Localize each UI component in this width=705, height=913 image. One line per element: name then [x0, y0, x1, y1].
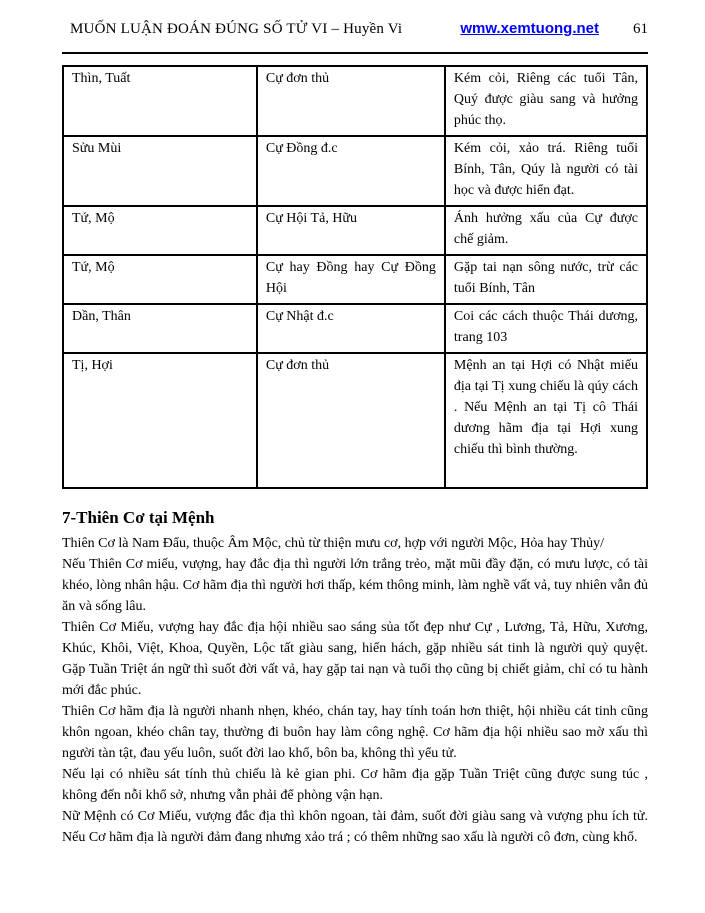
body-paragraph: Nếu lại có nhiều sát tính thủ chiếu là kẻ gian phi. Cơ hãm địa gặp Tuần Triệt cũng được sung túc , không đến nỗi khổ sở, nhưng vẫn phải để phòng vận hạn.	[62, 767, 648, 803]
cell-meaning: Kém cỏi, xảo trá. Riêng tuổi Bính, Tân, Qúy là người có tài học và được hiển đạt.	[445, 136, 647, 206]
cell-meaning: Ánh hưởng xấu của Cự được chế giảm.	[445, 206, 647, 255]
cell-position: Tứ, Mộ	[63, 255, 257, 304]
cell-combination: Cự Hội Tả, Hữu	[257, 206, 445, 255]
cell-combination: Cự đơn thủ	[257, 353, 445, 488]
section-body	[62, 533, 648, 848]
cell-position: Tị, Hợi	[63, 353, 257, 488]
cell-meaning: Gặp tai nạn sông nước, trừ các tuổi Bính, Tân	[445, 255, 647, 304]
cell-combination: Cự Đồng đ.c	[257, 136, 445, 206]
page-header	[62, 20, 648, 38]
table-row	[63, 136, 647, 206]
table-row	[63, 255, 647, 304]
table-row	[63, 304, 647, 353]
body-paragraph: Nếu Thiên Cơ miếu, vượng, hay đắc địa thì người lớn trắng trẻo, mặt mũi đầy đặn, có mưu lược, có tài khéo, lòng nhân hậu. Cơ hãm địa thì người hơi thấp, kém thông minh, làm nghề vất vả, tuy nhiên vẫn đủ ăn và sống lâu.	[62, 557, 648, 614]
section-heading: 7-Thiên Cơ tại Mệnh	[62, 508, 215, 527]
body-paragraph: Thiên Cơ Miếu, vượng hay đắc địa hội nhiều sao sáng sủa tốt đẹp như Cự , Lương, Tả, Hữu, Xương, Khúc, Khôi, Việt, Khoa, Quyền, Lộc tất giàu sang, hiển hách, gặp nhiều sát tinh là người quỷ quyệt. Gặp Tuần Triệt án ngữ thì suốt đời vất vả, hay gặp tai nạn và tuổi thọ cũng bị chiết giảm, chỉ có tu hành mới đắc phúc.	[62, 620, 648, 698]
page-header-title: MUỐN LUẬN ĐOÁN ĐÚNG SỐ TỬ VI – Huyền Vi	[70, 21, 403, 37]
cu-mon-positions-table	[62, 65, 648, 489]
cell-position: Tứ, Mộ	[63, 206, 257, 255]
cell-meaning: Mệnh an tại Hợi có Nhật miếu địa tại Tị xung chiếu là qúy cách . Nếu Mệnh an tại Tị cô Thái dương hãm địa tại Hợi xung chiếu thì bình thường.	[445, 353, 647, 488]
cell-meaning: Kém cỏi, Riêng các tuổi Tân, Quý được giàu sang và hưởng phúc thọ.	[445, 66, 647, 136]
table-row	[63, 66, 647, 136]
body-paragraph: Thiên Cơ là Nam Đẩu, thuộc Âm Mộc, chủ từ thiện mưu cơ, hợp với người Mộc, Hỏa hay Thủy/	[62, 536, 605, 551]
cell-position: Sửu Mùi	[63, 136, 257, 206]
table-row	[63, 353, 647, 488]
page-header-right	[460, 20, 648, 38]
body-paragraph: Nữ Mệnh có Cơ Miếu, vượng đắc địa thì khôn ngoan, tài đảm, suốt đời giàu sang và vượng phu ích tử. Nếu Cơ hãm địa là người đảm đang nhưng xảo trá ; có thêm những sao xấu là người cô đơn, cùng khổ.	[62, 809, 648, 845]
cell-position: Dần, Thân	[63, 304, 257, 353]
body-paragraph: Thiên Cơ hãm địa là người nhanh nhẹn, khéo, chán tay, hay tính toán hơn thiệt, hội nhiều cát tinh cũng khôn ngoan, khéo chân tay, thường đi buôn hay làm công nghệ. Cơ hãm địa hội nhiều sao mờ xấu thì người tàn tật, đau yếu luôn, suốt đời lao khổ, bôn ba, không thì yểu tử.	[62, 704, 648, 761]
page-number: 61	[633, 21, 648, 37]
cell-combination: Cự Nhật đ.c	[257, 304, 445, 353]
cell-combination: Cự đơn thủ	[257, 66, 445, 136]
cell-meaning: Coi các cách thuộc Thái dương, trang 103	[445, 304, 647, 353]
header-divider	[62, 52, 648, 54]
website-link[interactable]: wmw.xemtuong.net	[460, 20, 599, 37]
cell-position: Thìn, Tuất	[63, 66, 257, 136]
cell-combination: Cự hay Đồng hay Cự Đồng Hội	[257, 255, 445, 304]
table-row	[63, 206, 647, 255]
